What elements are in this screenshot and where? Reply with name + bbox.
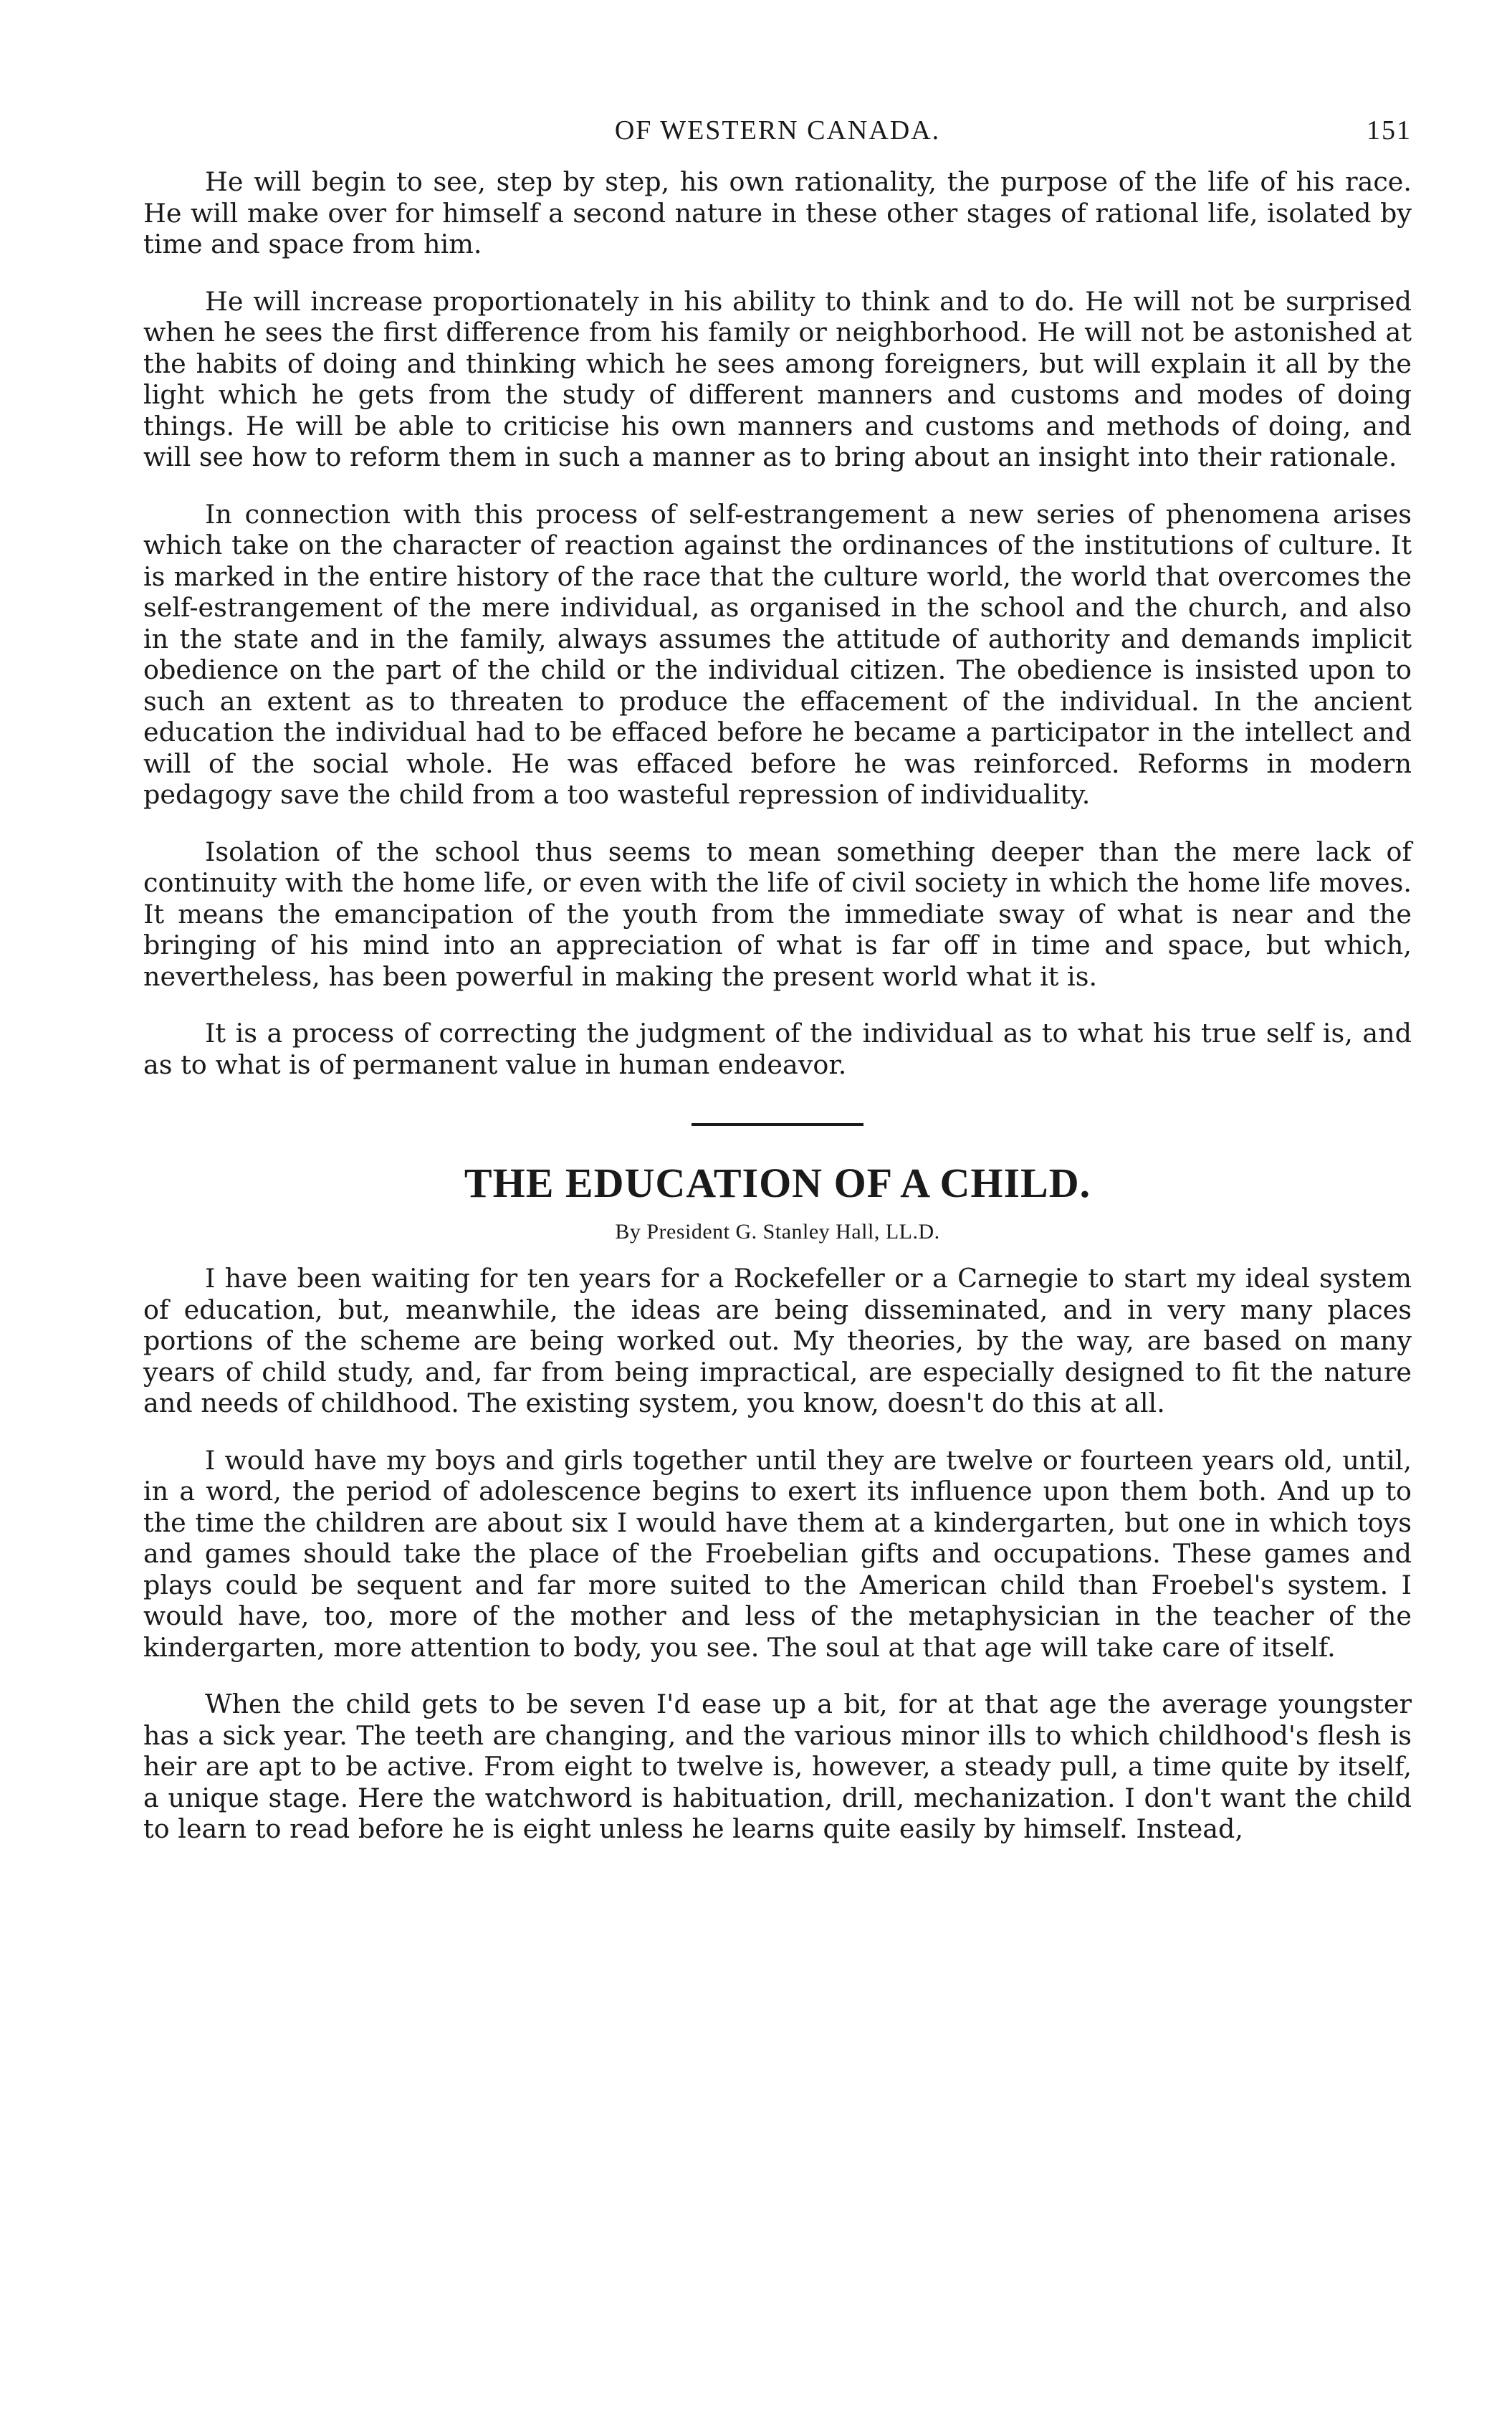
paragraph: I would have my boys and girls together until they are twelve or fourteen years old, until, in a word, the period of adolescence begins to exert its influence upon them both. And up to the time the children are about six I would have them at a kindergarten, but one in which toys and games should take the place of the Froebelian gifts and occupations. These games and plays could be sequent and far more suited to the American child than Froebel's system. I would have, too, more of the mother and less of the metaphysician in the teacher of the kindergarten, more attention to body, you see. The soul at that age will take care of itself. [143,1444,1412,1663]
article-title: THE EDUCATION OF A CHILD. [464,1160,1091,1206]
paragraph: He will increase proportionately in his ability to think and to do. He will not be surprised when he sees the first difference from his family or neighborhood. He will not be astonished at the habits of doing and thinking which he sees among foreigners, but will explain it all by the light which he gets from the study of different manners and customs and modes of doing things. He will be able to criticise his own manners and customs and methods of doing, and will see how to reform them in such a manner as to bring about an insight into their rationale. [143,285,1412,472]
running-title: OF WESTERN CANADA. [614,115,941,145]
article-byline: By President G. Stanley Hall, LL.D. [615,1220,940,1244]
paragraph: It is a process of correcting the judgment of the individual as to what his true self is, and as to what is of permanent value in human endeavor. [143,1018,1412,1080]
section-divider [692,1123,863,1126]
paragraph: He will begin to see, step by step, his own rationality, the purpose of the life of his race. He will make over for himself a second nature in these other stages of rational life, isolated by time and space from him. [143,166,1412,259]
running-head [143,115,1412,158]
paragraph: When the child gets to be seven I'd ease up a bit, for at that age the average youngster has a sick year. The teeth are changing, and the various minor ills to which childhood's flesh is heir are apt to be active. From eight to twelve is, however, a steady pull, a time quite by itself, a unique stage. Here the watchword is habituation, drill, mechanization. I don't want the child to learn to read before he is eight unless he learns quite easily by himself. Instead, [143,1689,1412,1844]
document-page [143,115,1412,1871]
page-number: 151 [1367,115,1412,145]
paragraph: In connection with this process of self-estrangement a new series of phenomena arises which take on the character of reaction against the ordinances of the institutions of culture. It is marked in the entire history of the race that the culture world, the world that overcomes the self-estrangement of the mere individual, as organised in the school and the church, and also in the state and in the family, always assumes the attitude of authority and demands implicit obedience on the part of the child or the individual citizen. The obedience is insisted upon to such an extent as to threaten to produce the effacement of the individual. In the ancient education the individual had to be effaced before he became a participator in the intellect and will of the social whole. He was effaced before he was reinforced. Reforms in modern pedagogy save the child from a too wasteful repression of individuality. [143,498,1412,810]
paragraph: I have been waiting for ten years for a Rockefeller or a Carnegie to start my ideal system of education, but, meanwhile, the ideas are being disseminated, and in very many places portions of the scheme are being worked out. My theories, by the way, are based on many years of child study, and, far from being impractical, are especially designed to fit the nature and needs of childhood. The existing system, you know, doesn't do this at all. [143,1263,1412,1418]
paragraph: Isolation of the school thus seems to mean something deeper than the mere lack of continuity with the home life, or even with the life of civil society in which the home life moves. It means the emancipation of the youth from the immediate sway of what is near and the bringing of his mind into an appreciation of what is far off in time and space, but which, nevertheless, has been powerful in making the present world what it is. [143,836,1412,992]
